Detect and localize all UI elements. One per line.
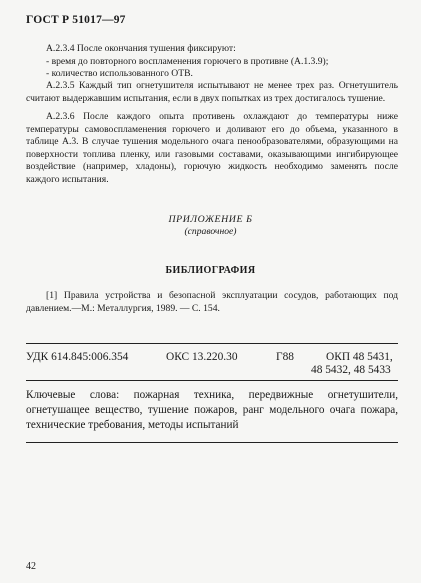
bibliography-title: БИБЛИОГРАФИЯ	[165, 265, 256, 276]
keywords: Ключевые слова: пожарная техника, передвижные огнетушители, огнетушащее вещество, тушение пожаров, ранг модельного очага пожара, технические требования, методы испытаний	[26, 389, 398, 431]
section-a234-title: А.2.3.4 После окончания тушения фиксируют:	[46, 43, 236, 54]
okp-code-line1: ОКП 48 5431,	[326, 351, 393, 363]
list-item: - время до повторного воспламенения горючего в противне (А.1.3.9);	[46, 55, 329, 67]
section-a234	[26, 43, 398, 81]
bibliography-entry: [1] Правила устройства и безопасной эксплуатации сосудов, работающих под давлением.—М.: Металлургия, 1989. — С. 154.	[26, 290, 398, 314]
appendix-title: ПРИЛОЖЕНИЕ Б	[168, 214, 253, 225]
list-item: - количество использованного ОТВ.	[46, 68, 193, 79]
oks-code: ОКС 13.220.30	[166, 351, 238, 363]
section-a235: А.2.3.5 Каждый тип огнетушителя испытывают не менее трех раз. Огнетушитель считают выдержавшим испытания, если в двух попытках из трех достигалось тушение.	[26, 80, 398, 104]
g-code: Г88	[276, 351, 294, 363]
divider-middle	[26, 380, 398, 381]
document-header: ГОСТ Р 51017—97	[26, 14, 126, 26]
divider-top	[26, 343, 398, 344]
page-number: 42	[26, 561, 36, 572]
section-a236: А.2.3.6 После каждого опыта противень охлаждают до температуры ниже температуры самовоспламенения горючего и доливают его до объема, указанного в таблице А.3. В случае тушения модельного очага пенообразователями, образующими на поверхности топлива пленку, или газовыми составами, оказывающими ингибирующее воздействие (например, хладоны), горючую жидкость необходимо заменять после каждого испытания.	[26, 111, 398, 185]
okp-code-line2: 48 5432, 48 5433	[311, 364, 391, 376]
udk-code: УДК 614.845:006.354	[26, 351, 129, 363]
divider-bottom	[26, 442, 398, 443]
appendix-subtitle: (справочное)	[184, 226, 237, 237]
